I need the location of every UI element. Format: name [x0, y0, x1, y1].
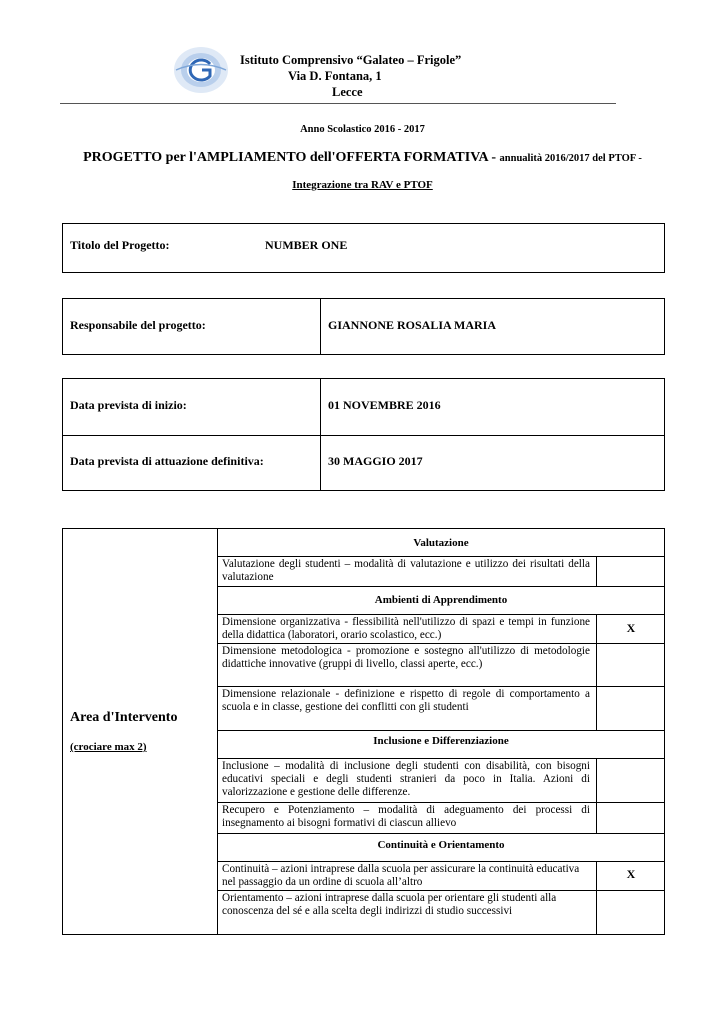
project-title-box — [62, 223, 665, 273]
header-divider — [60, 103, 616, 104]
row-line — [217, 890, 664, 891]
row-line — [217, 861, 664, 862]
item-mark[interactable]: X — [626, 621, 636, 635]
document-title — [0, 150, 725, 166]
section-heading-ambienti: Ambienti di Apprendimento — [374, 594, 508, 606]
row-line — [217, 643, 664, 644]
dates-divider-h — [63, 435, 664, 436]
item-dimensione-organizzativa: Dimensione organizzativa - flessibilità nell'utilizzo di spazi e tempi in funzione della didattica (laboratori, orario scolastico, ecc.) — [222, 616, 590, 641]
section-heading-valutazione: Valutazione — [413, 537, 469, 549]
area-left-divider — [217, 529, 218, 934]
row-line — [217, 614, 664, 615]
school-header — [240, 52, 461, 100]
row-line — [217, 686, 664, 687]
start-date-value: 01 NOVEMBRE 2016 — [328, 398, 441, 412]
document-subtitle: Integrazione tra RAV e PTOF — [292, 179, 433, 191]
area-table — [62, 528, 665, 935]
item-recupero-potenziamento: Recupero e Potenziamento – modalità di adeguamento dei processi di insegnamento ai bisogni formativi di ciascun allievo — [222, 804, 590, 829]
responsible-box — [62, 298, 665, 355]
area-note: (crociare max 2) — [70, 741, 147, 753]
item-continuita: Continuità – azioni intraprese dalla scuola per assicurare la continuità educativa nel passaggio da un ordine di scuola all’altro — [222, 863, 580, 888]
project-title-value: NUMBER ONE — [265, 238, 348, 252]
row-line — [217, 758, 664, 759]
end-date-value: 30 MAGGIO 2017 — [328, 454, 423, 468]
section-heading-continuita: Continuità e Orientamento — [377, 839, 505, 851]
school-name: Istituto Comprensivo “Galateo – Frigole” — [240, 53, 462, 67]
item-valutazione-studenti: Valutazione degli studenti – modalità di valutazione e utilizzo dei risultati della valutazione — [222, 558, 590, 583]
check-col-divider — [596, 758, 597, 833]
title-small: annualità 2016/2017 del PTOF - — [499, 153, 642, 164]
section-heading-inclusione: Inclusione e Differenziazione — [373, 735, 509, 747]
end-date-label: Data prevista di attuazione definitiva: — [70, 454, 264, 468]
school-address: Via D. Fontana, 1 — [288, 69, 382, 83]
responsible-value: GIANNONE ROSALIA MARIA — [328, 318, 497, 332]
row-line — [217, 730, 664, 731]
school-city: Lecce — [332, 85, 363, 99]
check-col-divider — [596, 556, 597, 586]
item-orientamento: Orientamento – azioni intraprese dalla scuola per orientare gli studenti alla conoscenza del sé e alla scelta degli indirizzi di studio successivi — [222, 892, 557, 917]
responsible-divider — [320, 299, 321, 354]
responsible-label: Responsabile del progetto: — [70, 318, 206, 332]
area-label: Area d'Intervento — [70, 710, 178, 725]
start-date-label: Data prevista di inizio: — [70, 398, 187, 412]
title-main: PROGETTO per l'AMPLIAMENTO dell'OFFERTA FORMATIVA - — [83, 150, 500, 165]
item-dimensione-relazionale: Dimensione relazionale - definizione e rispetto di regole di comportamento a scuola e in classe, gestione dei conflitti con gli studenti — [222, 688, 590, 713]
project-title-label: Titolo del Progetto: — [70, 238, 170, 252]
school-logo — [172, 45, 230, 95]
item-mark[interactable]: X — [626, 867, 636, 881]
item-inclusione: Inclusione – modalità di inclusione degli studenti con disabilità, con bisogni educativi speciali e degli studenti stranieri da poco in Italia. Azioni di valorizzazione e gestione delle differenze. — [222, 760, 590, 798]
dates-box — [62, 378, 665, 491]
row-line — [217, 802, 664, 803]
school-year: Anno Scolastico 2016 - 2017 — [300, 124, 425, 135]
row-line — [217, 556, 664, 557]
row-line — [217, 833, 664, 834]
row-line — [217, 586, 664, 587]
item-dimensione-metodologica: Dimensione metodologica - promozione e sostegno all'utilizzo di metodologie didattiche innovative (gruppi di livello, classi aperte, ecc.) — [222, 645, 590, 670]
